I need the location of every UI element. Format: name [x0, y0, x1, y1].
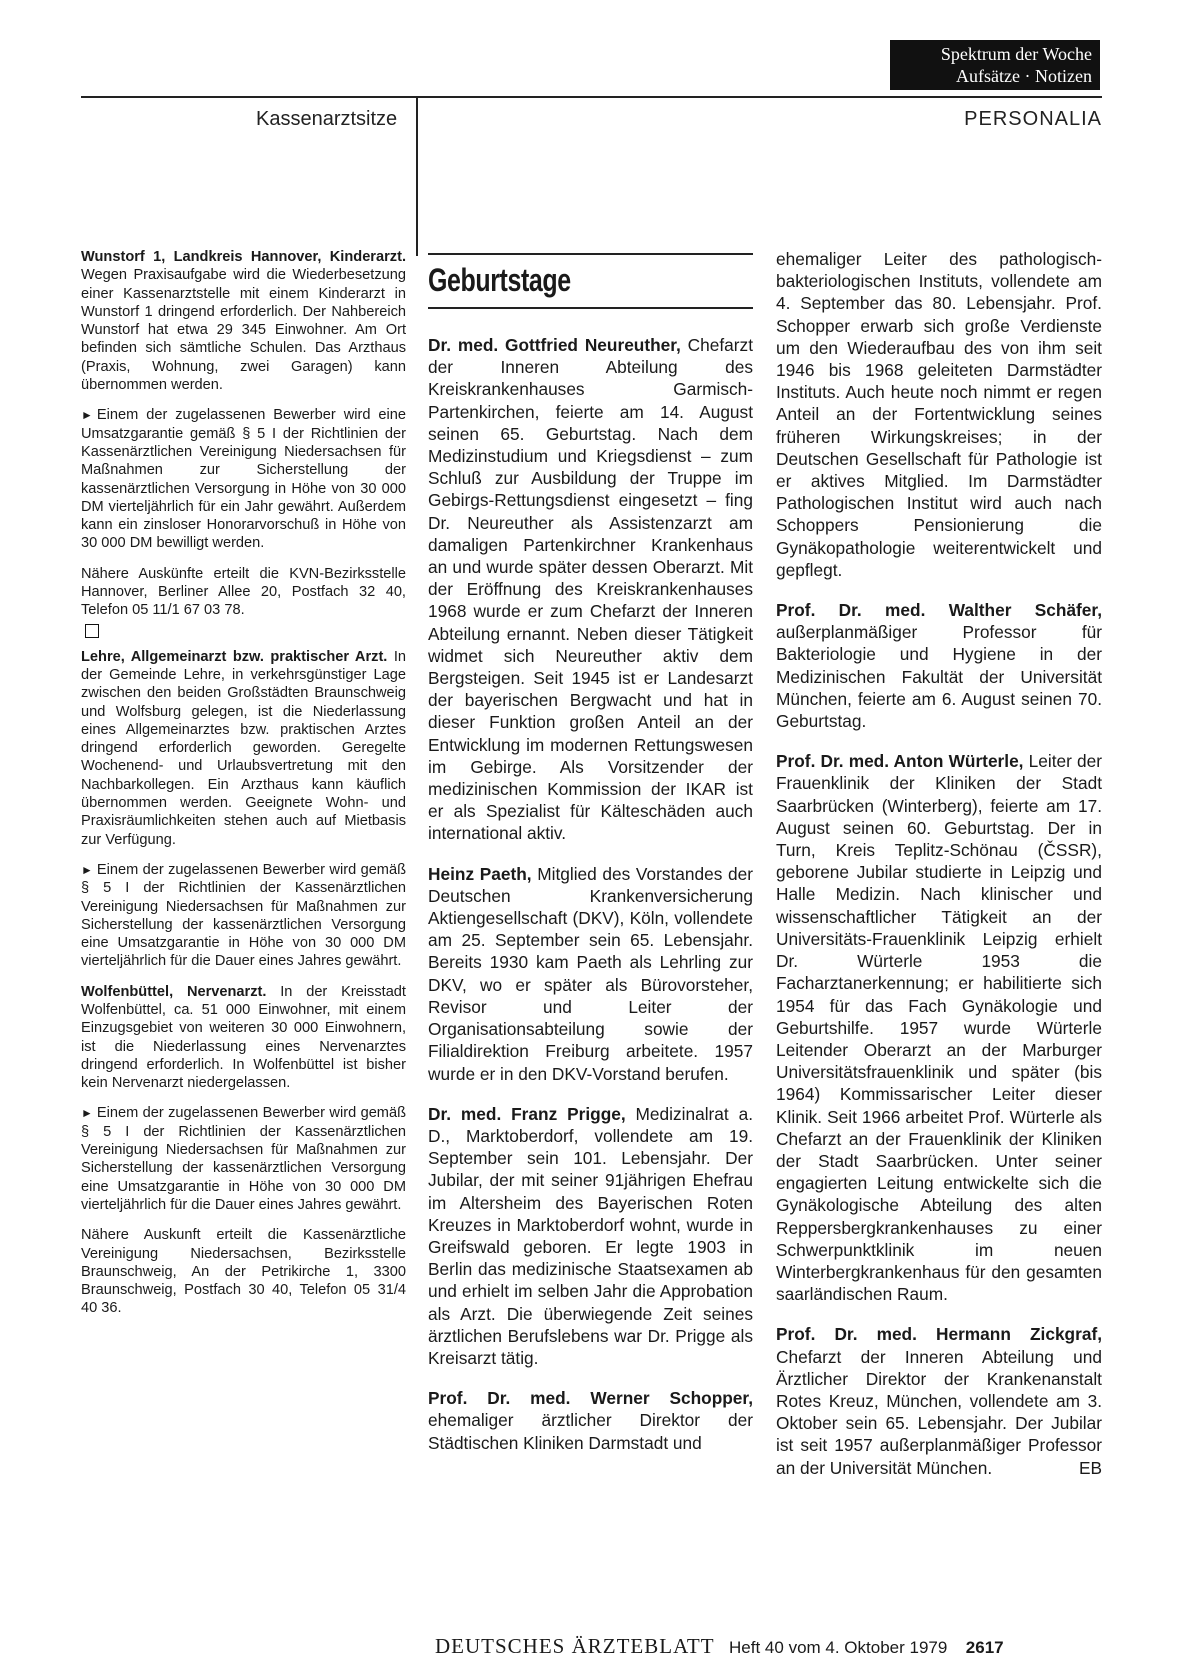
- listing-wunstorf-contact: Nähere Auskünfte erteilt die KVN-Bezirksstelle Hannover, Berliner Allee 20, Postfach 32 40, Telefon 05 11/1 67 03 78.: [81, 565, 406, 619]
- author-signature: EB: [1078, 1457, 1102, 1478]
- listing-title: Lehre, Allgemeinarzt bzw. praktischer Arzt.: [81, 648, 388, 665]
- listing-wolfenbuettel: Wolfenbüttel, Nervenarzt. In der Kreisstadt Wolfenbüttel, ca. 51 000 Einwohner, mit einem Einzugsgebiet von weiteren 30 000 Einwohnern, ist die Niederlassung eines Nervenarztes dringend erforderlich. In Wolfenbüttel ist bisher kein Nervenarzt niedergelassen.: [81, 983, 406, 1092]
- birthday-entry: Prof. Dr. med. Anton Würterle, Leiter der Frauenklinik der Kliniken der Stadt Saarbrücken (Winterberg), feierte am 17. August seinen 60. Geburtstag. Der in Turn, Kreis Teplitz-Schönau (ČSSR), geborene Jubilar studierte in Leipzig und Halle Medizin. Nach klinischer und wissenschaftlicher Tätigkeit an der Universitäts-Frauenklinik Leipzig erhielt Dr. Würterle 1953 die Facharztanerkennung; er habilitierte sich 1954 für das Fach Gynäkologie und Geburtshilfe. 1957 wurde Würterle Leitender Oberarzt an der Marburger Universitätsfrauenklinik und später (bis 1964) Kommissarischer Leiter dieser Klinik. Seit 1966 arbeitet Prof. Würterle als Chefarzt an der Frauenklinik der Kliniken der Stadt Saarbrücken. Unter seiner engagierten Leitung entwickelte sich die Gynäkologische Abteilung des alten Reppersbergkrankenhauses zu einer Schwerpunktklinik im neuen Winterbergkrankenhaus für den gesamten saarländischen Raum.: [776, 751, 1102, 1305]
- triangle-bullet-icon: ►: [81, 1106, 93, 1121]
- publication-name: DEUTSCHES ÄRZTEBLATT: [435, 1634, 715, 1658]
- header-rule: [81, 96, 1102, 98]
- section-badge: [890, 40, 1100, 90]
- triangle-bullet-icon: ►: [81, 862, 93, 877]
- left-column: [81, 248, 406, 1330]
- listing-wunstorf-guarantee: ► Einem der zugelassenen Bewerber wird eine Umsatzgarantie gemäß § 5 I der Richtlinien der Kassenärztlichen Vereinigung Niedersachsen für Maßnahmen zur Sicherstellung der kassenärztlichen Versorgung in Höhe von 30 000 DM vierteljährlich für ein Jahr gewährt. Außerdem kann ein zinsloser Honorarvorschuß in Höhe von 30 000 DM bewilligt werden.: [81, 407, 406, 552]
- birthday-entry: Prof. Dr. med. Walther Schäfer, außerplanmäßiger Professor für Bakteriologie und Hygiene in der Medizinischen Fakultät der Universität München, feierte am 6. August seinen 70. Geburtstag.: [776, 600, 1102, 732]
- square-separator-icon: [85, 624, 99, 638]
- listing-title: Wunstorf 1, Landkreis Hannover, Kinderarzt.: [81, 249, 406, 265]
- birthday-entry: Prof. Dr. med. Hermann Zickgraf, Chefarzt der Inneren Abteilung und Ärztlicher Direktor der Krankenanstalt Rotes Kreuz, München, vollendete am 3. Oktober sein 65. Lebensjahr. Der Jubilar ist seit 1957 außerplanmäßiger Professor an der Universität München. EB: [776, 1324, 1102, 1478]
- listing-wunstorf: Wunstorf 1, Landkreis Hannover, Kinderarzt. Wegen Praxisaufgabe wird die Wiederbesetzung einer Kassenarztstelle mit einem Kinderarzt in Wunstorf 1 dringend erforderlich. Der Nahbereich Wunstorf hat etwa 29 345 Einwohner. Am Ort befinden sich sämtliche Schulen. Das Arzthaus (Praxis, Wohnung, zwei Garagen) kann übernommen werden.: [81, 249, 406, 394]
- badge-line-1: Spektrum der Woche: [940, 44, 1092, 64]
- issue-info: Heft 40 vom 4. Oktober 1979: [729, 1638, 948, 1657]
- birthday-entry: Prof. Dr. med. Werner Schopper, ehemaliger ärztlicher Direktor der Städtischen Kliniken Darmstadt und: [428, 1388, 753, 1453]
- section-heading: Geburtstage: [428, 262, 571, 298]
- listing-wolfenbuettel-guarantee: ► Einem der zugelassenen Bewerber wird gemäß § 5 I der Richtlinien der Kassenärztlichen Vereinigung Niedersachsen für Maßnahmen zur Sicherstellung der kassenärztlichen Versorgung eine Umsatzgarantie in Höhe von 30 000 DM vierteljährlich für die Dauer eines Jahres gewährt.: [81, 1105, 406, 1213]
- listing-lehre: Lehre, Allgemeinarzt bzw. praktischer Arzt. In der Gemeinde Lehre, in verkehrsgünstiger Lage zwischen den beiden Großstädten Braunschweig und Wolfsburg gelegen, ist die Niederlassung eines Allgemeinarztes bzw. praktischen Arztes dringend erforderlich geworden. Geregelte Wochenend- und Urlaubsvertretung mit den Nachbarkollegen. Ein Arzthaus kann käuflich übernommen werden. Geeignete Wohn- und Praxisräumlichkeiten stehen auch auf Mietbasis zur Verfügung.: [81, 648, 406, 848]
- listing-lehre-guarantee: ► Einem der zugelassenen Bewerber wird gemäß § 5 I der Richtlinien der Kassenärztlichen Vereinigung Niedersachsen für Maßnahmen zur Sicherstellung der kassenärztlichen Versorgung eine Umsatzgarantie in Höhe von 30 000 DM vierteljährlich für die Dauer eines Jahres gewährt.: [81, 861, 406, 970]
- triangle-bullet-icon: ►: [81, 408, 93, 423]
- heading-rule-bottom: [428, 307, 753, 309]
- middle-column: [428, 334, 753, 1472]
- listing-title: Wolfenbüttel, Nervenarzt.: [81, 983, 267, 1000]
- right-column: [776, 248, 1102, 1497]
- column-divider: [416, 96, 418, 256]
- left-section-label: Kassenarztsitze: [256, 108, 398, 130]
- birthday-entry: Heinz Paeth, Mitglied des Vorstandes der Deutschen Krankenversicherung Aktiengesellschaft (DKV), Köln, vollendete am 25. September sein 65. Lebensjahr. Bereits 1930 kam Paeth als Lehrling zur DKV, wo er später als Bürovorsteher, Revisor und Leiter der Organisationsabteilung sowie der Filialdirektion Freiburg arbeitete. 1957 wurde er in den DKV-Vorstand berufen.: [428, 863, 753, 1084]
- page-number: 2617: [965, 1638, 1004, 1657]
- listing-wolfenbuettel-contact: Nähere Auskunft erteilt die Kassenärztliche Vereinigung Niedersachsen, Bezirksstelle Braunschweig, An der Petrikirche 1, 3300 Braunschweig, Postfach 30 40, Telefon 05 31/4 40 36.: [81, 1227, 406, 1317]
- birthday-entry-continuation: ehemaliger Leiter des pathologisch-bakteriologischen Instituts, vollendete am 4. September das 80. Lebensjahr. Prof. Schopper erwarb sich große Verdienste um den Wiederaufbau des von ihm seit 1946 bis 1968 geleiteten Darmstädter Instituts. Auch heute noch nimmt er regen Anteil an der Fortentwicklung seines früheren Wirkungskreises; in der Deutschen Gesellschaft für Pathologie ist er aktives Mitglied. Im Darmstädter Pathologischen Institut wird auch nach Schoppers Pensionierung die Gynäkopathologie weiterentwickelt und gepflegt.: [776, 249, 1102, 580]
- right-section-label: PERSONALIA: [964, 108, 1102, 130]
- page-footer: [435, 1634, 1004, 1659]
- birthday-entry: Dr. med. Gottfried Neureuther, Chefarzt der Inneren Abteilung des Kreiskrankenhauses Garmisch-Partenkirchen, feierte am 14. August seinen 65. Geburtstag. Nach dem Medizinstudium und Kriegsdienst – zum Schluß zur Ausbildung der Truppe im Gebirgs-Rettungsdienst eingesetzt – fing Dr. Neureuther als Assistenzarzt am damaligen Partenkirchner Krankenhaus an und wurde später dessen Oberarzt. Mit der Eröffnung des Kreiskrankenhauses 1968 wurde er zum Chefarzt der Inneren Abteilung ernannt. Neben dieser Tätigkeit widmet sich Neureuther aktiv dem Bergsteigen. Seit 1945 ist er Landesarzt der bayerischen Bergwacht und hat in dieser Funktion großen Anteil an der Entwicklung im modernen Rettungswesen im Gebirge. Als Vorsitzender der medizinischen Kommission der IKAR ist er als Spezialist für Kälteschäden auch international aktiv.: [428, 335, 753, 844]
- heading-rule-top: [428, 253, 753, 255]
- birthday-entry: Dr. med. Franz Prigge, Medizinalrat a. D., Marktoberdorf, vollendete am 19. September sein 101. Lebensjahr. Der Jubilar, der mit seiner 91jährigen Ehefrau im Altersheim des Bayerischen Roten Kreuzes in Marktoberdorf wohnt, wurde in Greifswald geboren. Er legte 1903 in Berlin das medizinische Staatsexamen ab und erhielt im selben Jahr die Approbation als Arzt. Die überwiegende Zeit seines ärztlichen Berufslebens war Dr. Prigge als Kreisarzt tätig.: [428, 1103, 753, 1368]
- badge-line-2: Aufsätze · Notizen: [956, 66, 1092, 86]
